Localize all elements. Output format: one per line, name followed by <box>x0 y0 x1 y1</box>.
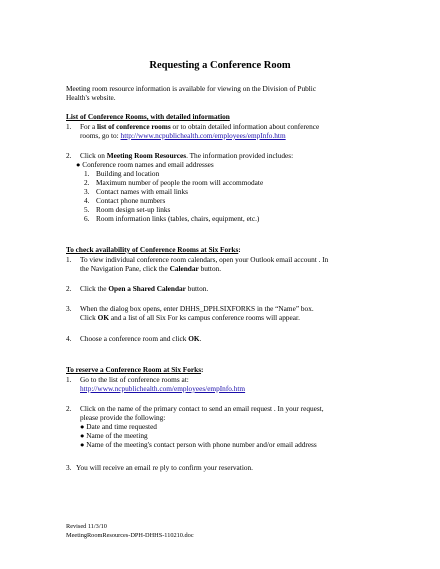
bullet-item: ● Date and time requested <box>80 422 157 431</box>
sub-list-number: 3. <box>84 187 90 196</box>
bullet-icon: ● <box>80 422 85 431</box>
list-item-text: Click on Meeting Room Resources. The information provided includes: <box>80 151 294 160</box>
list-item-text: Go to the list of conference rooms at: <box>80 375 189 384</box>
list-number: 2. <box>66 284 72 293</box>
sub-list-number: 1. <box>84 169 90 178</box>
list-number: 3. <box>66 304 72 313</box>
emp-info-link[interactable]: http://www.ncpublichealth.com/employees/empInfo.htm <box>80 384 246 393</box>
list-item-text: please provide the following: <box>80 413 166 422</box>
list-item-text: Choose a conference room and click OK. <box>80 334 202 343</box>
list-item-text: Click OK and a list of all Six For ks campus conference rooms will appear. <box>80 313 300 322</box>
list-number: 2. <box>66 151 72 160</box>
list-number: 2. <box>66 404 72 413</box>
sub-list-number: 4. <box>84 196 90 205</box>
section-heading-check-availability: To check availability of Conference Rooms at Six Forks: <box>66 245 241 254</box>
list-item-text: For a list of conference rooms or to obtain detailed information about conference <box>80 122 320 131</box>
page-title: Requesting a Conference Room <box>149 60 291 71</box>
list-item-text: Click on the name of the primary contact to send an email request . In your request, <box>80 404 324 413</box>
list-number: 1. <box>66 255 72 264</box>
bullet-item: ● Conference room names and email addresses <box>76 160 214 169</box>
sub-list-item: Room design set-up links <box>96 205 171 214</box>
sub-list-number: 5. <box>84 205 90 214</box>
bullet-icon: ● <box>76 160 81 169</box>
emp-info-link[interactable]: http://www.ncpublichealth.com/employees/empInfo.htm <box>120 131 286 140</box>
footer-filename: MeetingRoomResources-DPH-DHHS-110210.doc <box>66 532 194 539</box>
intro-line-2: Health's website. <box>66 93 116 102</box>
section-heading-list-rooms: List of Conference Rooms, with detailed information <box>66 112 230 121</box>
sub-list-item: Building and location <box>96 169 160 178</box>
list-number: 3. <box>66 463 72 472</box>
footer-revised: Revised 11/3/10 <box>66 523 107 530</box>
bullet-icon: ● <box>80 440 85 449</box>
list-item-text: When the dialog box opens, enter DHHS_DPH.SIXFORKS in the “Name” box. <box>80 304 314 313</box>
bullet-item: ● Name of the meeting's contact person with phone number and/or email address <box>80 440 317 449</box>
list-item-text <box>80 384 245 393</box>
sub-list-item: Contact phone numbers <box>96 196 166 205</box>
list-item-text: You will receive an email re ply to confirm your reservation. <box>76 463 253 472</box>
sub-list-number: 2. <box>84 178 90 187</box>
section-heading-reserve-room: To reserve a Conference Room at Six Forks: <box>66 365 204 374</box>
list-item-text: Click the Open a Shared Calendar button. <box>80 284 209 293</box>
list-number: 4. <box>66 334 72 343</box>
intro-line-1: Meeting room resource information is available for viewing on the Division of Public <box>66 84 317 93</box>
list-item-text: To view individual conference room calendars, open your Outlook email account . In <box>80 255 329 264</box>
sub-list-item: Maximum number of people the room will accommodate <box>96 178 264 187</box>
sub-list-number: 6. <box>84 214 90 223</box>
list-number: 1. <box>66 375 72 384</box>
list-item-text: rooms, go to: http://www.ncpublichealth.com/employees/empInfo.htm <box>80 131 286 140</box>
bullet-icon: ● <box>80 431 85 440</box>
bullet-item: ● Name of the meeting <box>80 431 148 440</box>
list-number: 1. <box>66 122 72 131</box>
sub-list-item: Contact names with email links <box>96 187 189 196</box>
list-item-text: the Navigation Pane, click the Calendar button. <box>80 264 222 273</box>
sub-list-item: Room information links (tables, chairs, equipment, etc.) <box>96 214 260 223</box>
